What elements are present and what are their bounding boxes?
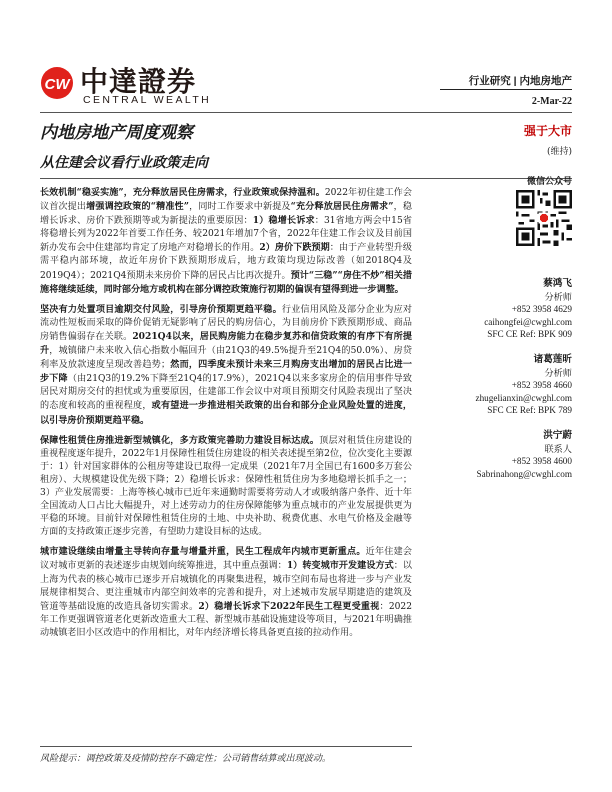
analyst-role: 分析师	[544, 291, 572, 302]
risk-rule	[40, 746, 412, 747]
paragraph-text: ：31省地方两会中15省将稳增长列为2022年首要工作任务、较2021年增加7个省，2022年住建工作会议及目前国新办发布会中住建部均肯定了房地产对稳增长的作用。	[40, 216, 412, 254]
paragraph-text: ，稳增长诉求、房价下跌预期等或为新提法的重要原因：	[40, 202, 412, 227]
paragraph-emphasis: 或有望进一步推进相关政策的出台和部分企业风险处置的进度，以引导房价预期更趋平稳。	[40, 400, 412, 426]
paragraph-text: ：以上海为代表的核心城市已逐步开启城镇化的再聚集进程，城市空间布局也将进一步与产业发展规律相契合、更注重城市内部空间效率的完善和提升，对上述城市发展早期建造的建筑及管道等基础设施的改造具备切实需求。	[40, 561, 412, 612]
analyst-role: 联系人	[544, 443, 572, 454]
analyst-phone: +852 3958 4629	[511, 304, 572, 315]
paragraph-emphasis: 1）转变城市开发建设方式	[286, 560, 394, 572]
paragraph-emphasis: 然而，四季度未预计未来三月购房支出增加的居民占比进一步下降	[40, 359, 412, 385]
wechat-label: 微信公众号	[526, 177, 572, 187]
rating-note: (维持)	[546, 147, 572, 157]
paragraph-emphasis: 增强调控政策的“精准性”	[86, 201, 190, 213]
paragraph-emphasis: 预计“三稳”“房住不炒”相关措施将继续延续，同时部分地方或机构在部分调控政策施行初期的偏误有望得到进一步调整。	[40, 269, 413, 295]
analyst-role: 分析师	[544, 367, 572, 378]
paragraph-text: 行业信用风险及部分企业为应对流动性短板而采取的降价促销无疑影响了居民的购房信心，为目前房价下跌预期形成、商品房销售偏弱存在关联。	[40, 304, 412, 342]
analyst-email[interactable]: caihongfei@cwghl.com	[484, 316, 572, 327]
paragraph-lead: 保障性租赁住房推进新型城镇化，多方政策完善助力建设目标达成。	[40, 434, 320, 446]
page-title: 内地房地产周度观察	[40, 123, 193, 143]
rating-label: 强于大市	[523, 124, 572, 138]
report-type: 行业研究 | 内地房地产	[468, 75, 572, 87]
report-date: 2-Mar-22	[531, 96, 572, 107]
paragraph-lead: 城市建设继续由增量主导转向存量与增量并重，民生工程成年内城市更新重点。	[40, 546, 366, 558]
paragraph-text: （由21Q3的19.2%下降至21Q4的17.9%），2021Q4以来多家房企的信用事件导致居民对期房交付的担忧或为重要原因，住建部工作会议中对项目预期交付风险表现出了坚决的态度和较高的重视程度，	[40, 374, 412, 412]
risk-warning: 风险提示：调控政策及疫情防控存不确定性；公司销售结算或出现波动。	[40, 754, 332, 764]
report-body	[40, 186, 412, 646]
analyst-email[interactable]: Sabrinahong@cwghl.com	[476, 468, 572, 479]
paragraph-text: ：2022年工作更强调管道老化更新改造重大工程、新型城市基础设施建设等项目，与2021年明确推动城镇老旧小区改造中的作用相比，对年内经济增长将具备更直接的拉动作用。	[40, 601, 412, 638]
paragraph-emphasis: 2021Q4以来，居民购房能力在稳步复苏和信贷政策的有序下有所提升	[40, 330, 412, 357]
paragraph-policy	[40, 186, 412, 297]
paragraph-lead: 长效机制“稳妥实施”，充分释放居民住房需求，行业政策或保持温和。	[40, 187, 325, 198]
analyst-name: 诸葛莲昕	[533, 354, 572, 365]
wechat-qr-code-icon	[516, 190, 572, 246]
paragraph-lead: 坚决有力处置项目逾期交付风险，引导房价预期更趋平稳。	[40, 303, 282, 315]
analyst-name: 蔡鸿飞	[543, 278, 572, 289]
paragraph-emphasis: “充分释放居民住房需求”	[290, 201, 394, 213]
analyst-name: 洪宁蔚	[543, 430, 572, 441]
paragraph-rental-housing	[40, 434, 412, 540]
page-subtitle: 从住建会议看行业政策走向	[40, 155, 208, 171]
paragraph-text: 顶层对租赁住房建设的重视程度逐年提升，2022年1月保障性租赁住房建设的相关表述提至第2位，位次变化主要源于：1）针对国家群体的公租房等建设已取得一定成果（2021年7月全国已有1600多万套公租房）、大规模建设优先级下降；2）稳增长诉求：保障性租赁住房为多地稳增长抓手之一；3）产业发展需要：上海等核心城市已近年来通勤时需要将劳动人才或吸纳落户条件、近十年全国流动人口占比大幅提升，对上述劳动力的住房保障能够为重点城市的产业发展提供更为平稳的环境。目前针对保障性租赁住房的土地、中央补助、税费优惠、水电气价格及金融等方面的支持政策正逐步完善，有望助力建设目标的达成。	[40, 435, 412, 538]
brand-name-cn: 中達證券	[80, 65, 197, 98]
paragraph-emphasis: 2）房价下跌预期	[259, 242, 330, 254]
svg-text:CW: CW	[44, 76, 70, 93]
paragraph-text: 2022年初住建工作会议首次提出	[40, 188, 412, 213]
analyst-card-3	[442, 430, 572, 480]
cw-logo-icon	[40, 66, 74, 100]
paragraph-emphasis: 1）稳增长诉求	[252, 215, 315, 227]
header-divider	[440, 89, 572, 90]
analyst-email[interactable]: zhugelianxin@cwghl.com	[475, 392, 572, 403]
paragraph-text: ：由于产业转型升级需平稳内部环境，故近年房价下跌预期形成后，地方政策均现边际改善（如2018Q4及2019Q4）；2021Q4预期未来房价下降的居民占比再次提升。	[40, 243, 412, 281]
brand-name-en: CENTRAL WEALTH	[83, 94, 212, 106]
analyst-license: SFC CE Ref: BPK 909	[487, 329, 572, 340]
paragraph-emphasis: 2）稳增长诉求下2022年民生工程更受重视	[198, 600, 380, 612]
paragraph-delivery-risk	[40, 303, 412, 428]
title-rule	[40, 178, 572, 179]
analyst-license: SFC CE Ref: BPK 789	[487, 405, 572, 416]
paragraph-text: 近年住建会议对城市更新的表述逐步由规划向统筹推进，其中重点强调：	[40, 547, 412, 572]
paragraph-urban-renewal	[40, 545, 412, 640]
header-rule	[40, 112, 572, 113]
analyst-phone: +852 3958 4660	[511, 380, 572, 391]
analyst-card-1	[442, 278, 572, 341]
paragraph-text: ，城镇储户未来收入信心指数小幅回升（由21Q3的49.5%提升至21Q4的50.0%）、房贷利率及放款速度呈现改善趋势；	[40, 346, 412, 371]
analyst-card-2	[442, 354, 572, 417]
paragraph-text: ，同时工作要求中新提及	[189, 202, 291, 213]
analyst-phone: +852 3958 4600	[511, 456, 572, 467]
